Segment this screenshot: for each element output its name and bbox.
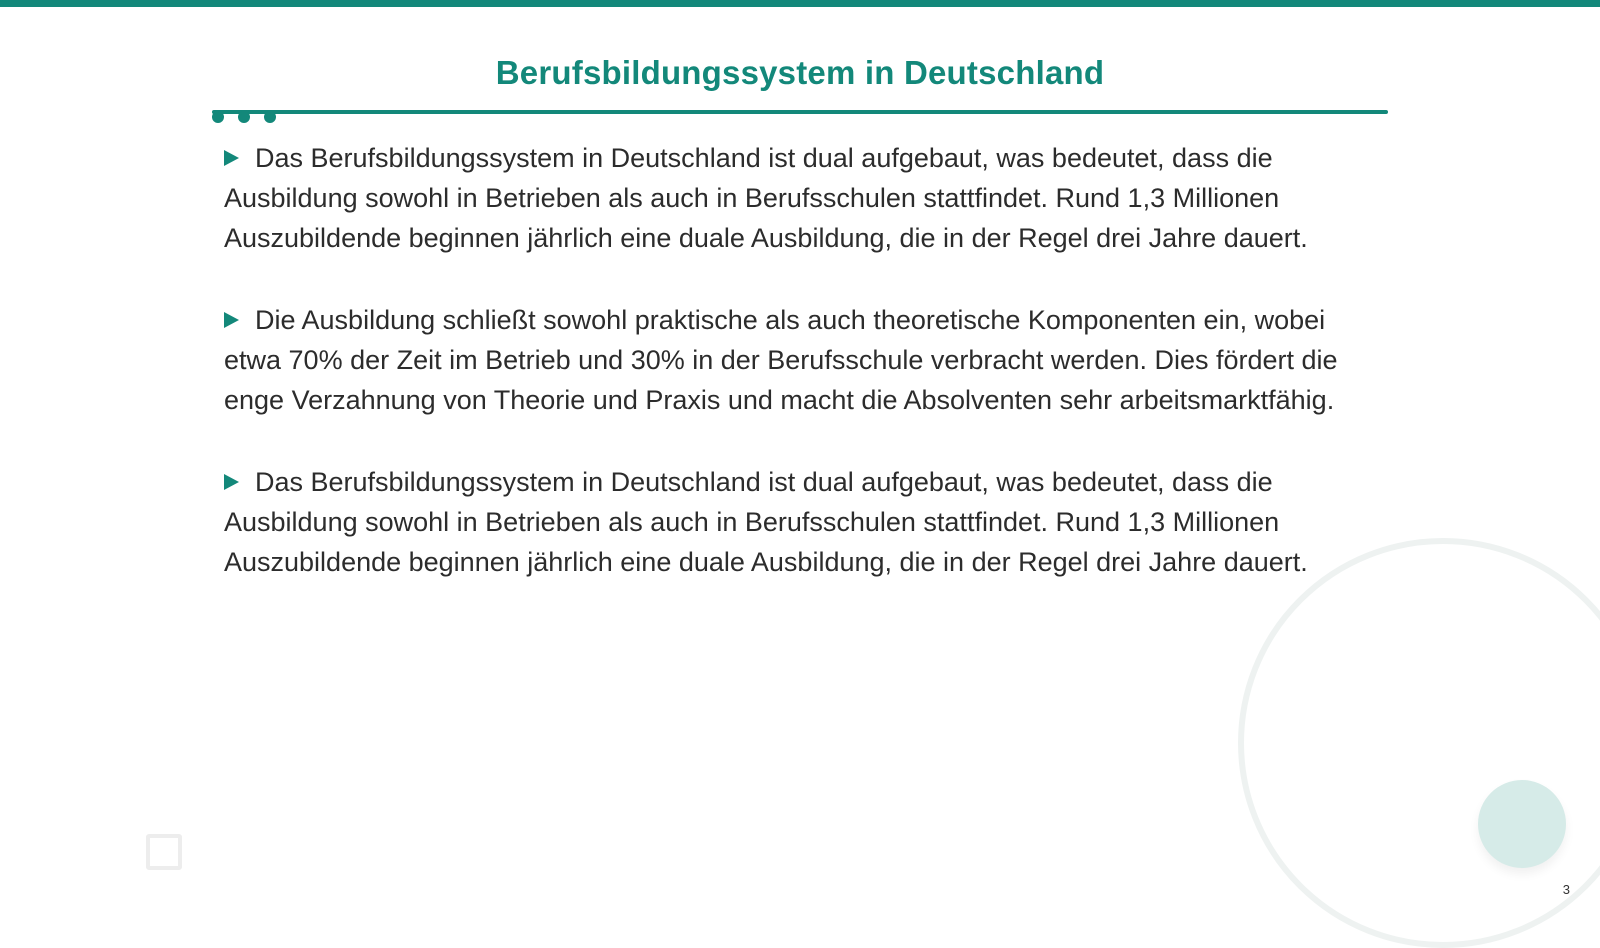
bullet-item	[224, 300, 1354, 420]
bullet-list	[224, 138, 1354, 624]
title-dots-decoration	[212, 111, 282, 125]
triangle-right-icon	[224, 150, 239, 166]
triangle-right-icon	[224, 474, 239, 490]
slide-number: 3	[1562, 882, 1570, 897]
decor-square	[146, 834, 182, 870]
bullet-item	[224, 462, 1354, 582]
decor-circle	[1478, 780, 1566, 868]
title-underline	[212, 110, 1388, 114]
bullet-text: Das Berufsbildungssystem in Deutschland ist dual aufgebaut, was bedeutet, dass die Ausbildung sowohl in Betrieben als auch in Berufsschulen stattfindet. Rund 1,3 Millionen Auszubildende beginnen jährlich eine duale Ausbildung, die in der Regel drei Jahre dauert.	[224, 143, 1308, 253]
decor-dot	[238, 111, 250, 123]
bullet-text: Das Berufsbildungssystem in Deutschland ist dual aufgebaut, was bedeutet, dass die Ausbildung sowohl in Betrieben als auch in Berufsschulen stattfindet. Rund 1,3 Millionen Auszubildende beginnen jährlich eine duale Ausbildung, die in der Regel drei Jahre dauert.	[224, 467, 1308, 577]
slide-title: Berufsbildungssystem in Deutschland	[495, 54, 1105, 91]
bullet-item	[224, 138, 1354, 258]
triangle-right-icon	[224, 312, 239, 328]
top-accent-bar	[0, 0, 1600, 7]
decor-dot	[212, 111, 224, 123]
bullet-text: Die Ausbildung schließt sowohl praktische als auch theoretische Komponenten ein, wobei etwa 70% der Zeit im Betrieb und 30% in der Berufsschule verbracht werden. Dies fördert die enge Verzahnung von Theorie und Praxis und macht die Absolventen sehr arbeitsmarktfähig.	[224, 305, 1338, 415]
decor-dot	[264, 111, 276, 123]
